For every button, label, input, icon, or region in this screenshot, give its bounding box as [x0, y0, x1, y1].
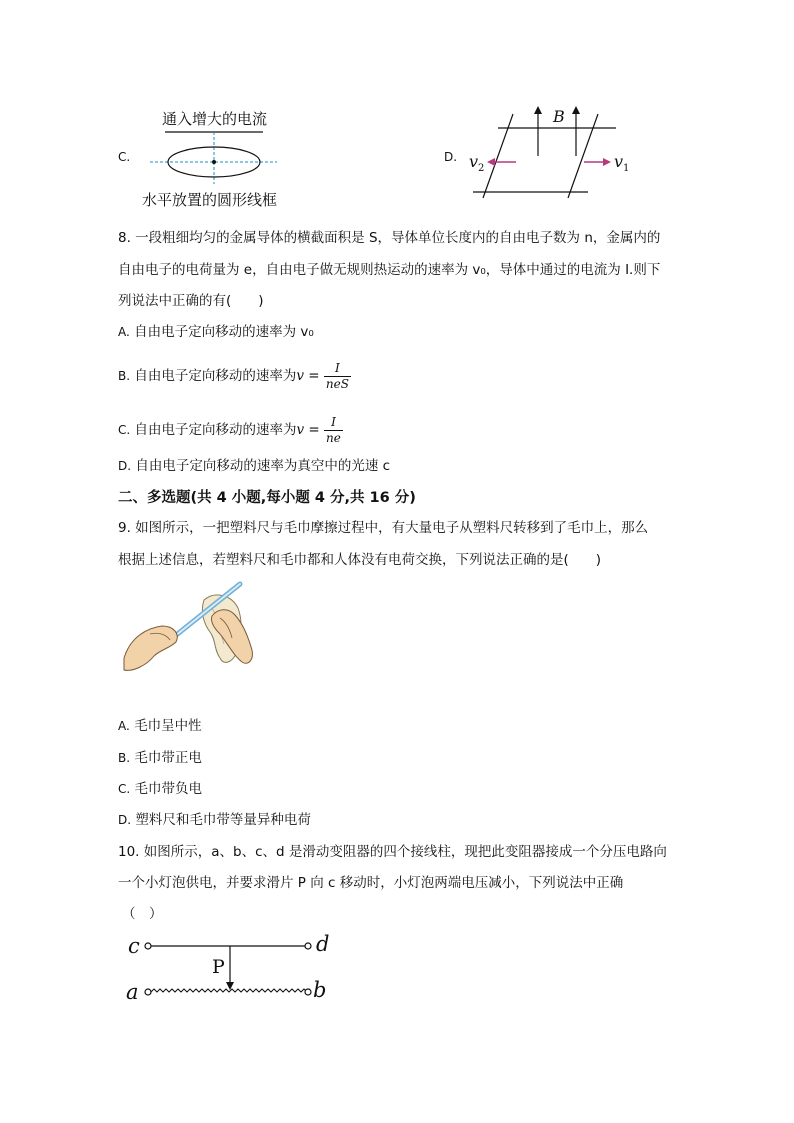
left-rod [483, 114, 513, 198]
right-rod [568, 114, 598, 198]
v2-label: $v_2$ [469, 152, 485, 175]
label-b: b [313, 978, 327, 1002]
q10-line-2: 一个小灯泡供电，并要求滑片 P 向 c 移动时，小灯泡两端电压减小，下列说法中正确 [118, 875, 624, 891]
q9-option-b: B. 毛巾带正电 [118, 750, 202, 766]
ruler-towel-illustration [120, 578, 260, 674]
resistance-wire [151, 989, 310, 992]
label-d: d [316, 932, 330, 956]
b-field-label: B [553, 107, 565, 126]
v1-label: $v_1$ [614, 152, 630, 175]
fraction-i-over-ne: $\frac{I}{ne}$ [326, 414, 341, 445]
q9-option-c: C. 毛巾带负电 [118, 781, 202, 797]
q8-option-c: C. 自由电子定向移动的速率为v = $\frac{I}{ne}$ [118, 414, 341, 445]
label-a: a [126, 980, 139, 1004]
label-c: c [128, 934, 140, 958]
q9-option-a: A. 毛巾呈中性 [118, 718, 202, 734]
fig-c-top-text: 通入增大的电流 [162, 110, 268, 128]
fraction-i-over-nes: $\frac{I}{\text{neS}}$ [325, 360, 349, 391]
label-p: P [212, 956, 225, 978]
fig-d-diagram [468, 104, 628, 200]
terminal-d [305, 943, 311, 949]
rheostat-diagram [140, 936, 320, 1000]
q8-option-b: B. 自由电子定向移动的速率为v = $\frac{I}{\text{neS}}$ [118, 360, 349, 391]
fig-d-label: D. [444, 150, 458, 164]
q8-option-d: D. 自由电子定向移动的速率为真空中的光速 c [118, 458, 391, 474]
loop-center-dot [212, 160, 216, 164]
q8-line-2: 自由电子的电荷量为 e，自由电子做无规则热运动的速率为 v₀，导体中通过的电流为 I.则下 [118, 262, 661, 278]
fig-c-label: C. [118, 150, 131, 164]
q10-line-3: （ ） [122, 906, 163, 922]
terminal-c [145, 943, 151, 949]
q9-line-2: 根据上述信息，若塑料尺和毛巾都和人体没有电荷交换，下列说法正确的是( ) [118, 552, 602, 568]
q10-line-1: 10. 如图所示，a、b、c、d 是滑动变阻器的四个接线柱，现把此变阻器接成一个分压电路向 [118, 844, 667, 860]
section-2-title: 二、多选题(共 4 小题,每小题 4 分,共 16 分) [118, 490, 416, 506]
q9-line-1: 9. 如图所示，一把塑料尺与毛巾摩擦过程中，有大量电子从塑料尺转移到了毛巾上，那么 [118, 520, 649, 536]
q8-line-1: 8. 一段粗细均匀的金属导体的横截面积是 S，导体单位长度内的自由电子数为 n，金属内的 [118, 230, 661, 246]
fig-c-bottom-text: 水平放置的圆形线框 [142, 191, 278, 209]
q9-option-d: D. 塑料尺和毛巾带等量异种电荷 [118, 812, 311, 828]
terminal-b [305, 989, 311, 995]
fig-c-diagram [145, 128, 285, 188]
terminal-a [145, 989, 151, 995]
q8-option-a: A. 自由电子定向移动的速率为 v₀ [118, 324, 314, 340]
q8-line-3: 列说法中正确的有( ) [118, 293, 264, 309]
